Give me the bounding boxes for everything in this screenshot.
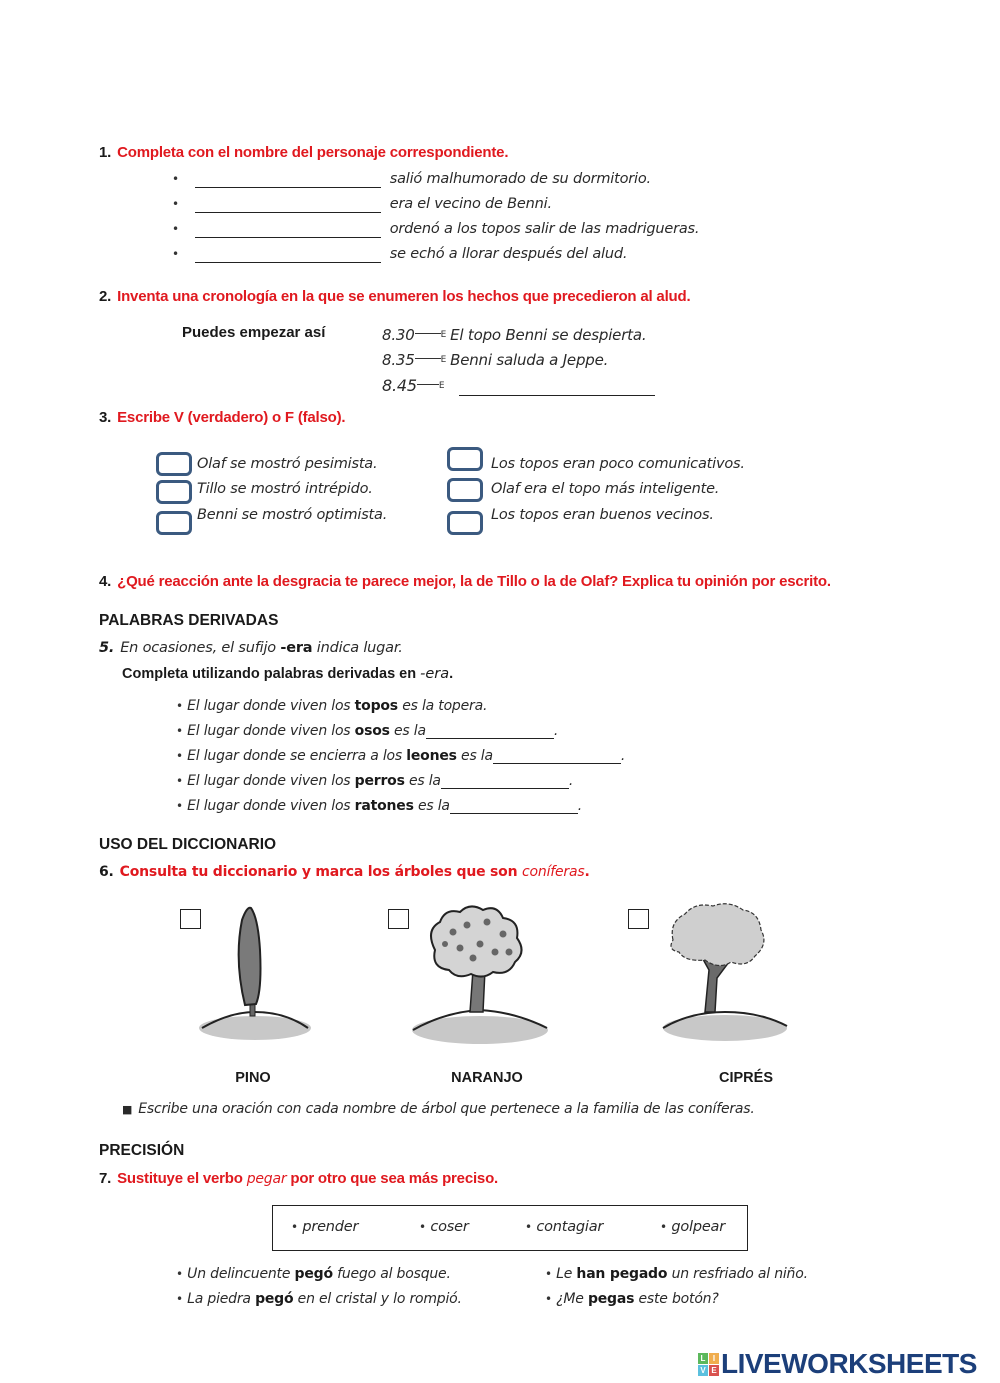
item-bold: topos — [354, 698, 398, 714]
item-post: es la — [413, 798, 450, 814]
q1-item — [172, 220, 699, 245]
q5-instruction — [122, 666, 453, 682]
item-pre: El lugar donde viven los — [187, 698, 355, 714]
q1-title-text: Completa con el nombre del personaje correspondiente. — [117, 144, 509, 161]
logo-tile: L — [698, 1353, 708, 1364]
item-pre: El lugar donde viven los — [187, 723, 355, 739]
q5-intro — [99, 640, 403, 656]
square-bullet-icon: ■ — [122, 1103, 133, 1116]
arrow-head-icon: E — [440, 330, 447, 340]
sentence-bold: pegó — [255, 1291, 294, 1307]
q6-number: 6. — [99, 864, 114, 880]
word: coser — [430, 1219, 469, 1235]
item-bold: perros — [354, 773, 405, 789]
bullet: • — [176, 749, 183, 763]
q2-timeline — [382, 323, 655, 399]
logo-tile: V — [698, 1365, 708, 1376]
sentence-pre: ¿Me — [556, 1291, 588, 1307]
sentence-post: en el cristal y lo rompió. — [293, 1291, 462, 1307]
q2-answer-input[interactable] — [459, 378, 655, 396]
sentence-post: fuego al bosque. — [332, 1266, 451, 1282]
q1-item — [172, 195, 699, 220]
q1-answer-input-4[interactable] — [195, 245, 381, 263]
tree-label-naranjo: NARANJO — [451, 1070, 523, 1086]
q1-item-text: ordenó a los topos salir de las madrigueras. — [389, 221, 700, 237]
q1-title — [99, 144, 508, 161]
arrow-icon — [415, 358, 441, 359]
item-pre: El lugar donde viven los — [187, 773, 355, 789]
q1-answer-input-1[interactable] — [195, 170, 381, 188]
item-post: es la topera. — [397, 698, 488, 714]
timeline-time: 8.30 — [382, 326, 415, 344]
q3-number: 3. — [99, 409, 112, 426]
q7-title-pre: Sustituye el verbo — [117, 1170, 247, 1187]
item-post: es la — [404, 773, 441, 789]
q2-hint: Puedes empezar así — [182, 324, 326, 341]
q7-number: 7. — [99, 1170, 112, 1187]
q5-intro-post: indica lugar. — [312, 640, 403, 656]
vf-statement: Tillo se mostró intrépido. — [197, 481, 373, 497]
orange-tree-illustration — [405, 900, 555, 1050]
liveworksheets-logo — [698, 1348, 977, 1380]
item-post: es la — [389, 723, 426, 739]
vf-statement: Los topos eran buenos vecinos. — [491, 507, 714, 523]
bullet: • — [176, 799, 183, 813]
word-bank-box — [272, 1205, 748, 1251]
timeline-text: El topo Benni se despierta. — [450, 326, 647, 344]
q5-instr-post: . — [449, 666, 454, 682]
q5-number: 5. — [99, 640, 115, 656]
q7-sentence: • La piedra pegó en el cristal y lo rompió. — [176, 1291, 462, 1307]
bullet: • — [172, 222, 179, 236]
timeline-text: Benni saluda a Jeppe. — [450, 351, 609, 369]
vf-answer-box-3[interactable] — [156, 511, 192, 535]
q1-answer-input-3[interactable] — [195, 220, 381, 238]
q5-instr-pre: Completa utilizando palabras derivadas en — [122, 666, 421, 682]
leafy-tree-illustration — [655, 900, 795, 1045]
q3-title-text: Escribe V (verdadero) o F (falso). — [117, 409, 346, 426]
q3-title — [99, 409, 345, 426]
q6-title-it: coníferas — [522, 864, 585, 880]
vf-statement: Olaf era el topo más inteligente. — [491, 481, 720, 497]
section-uso-del-diccionario: USO DEL DICCIONARIO — [99, 836, 277, 853]
q1-item-text: era el vecino de Benni. — [389, 196, 552, 212]
item-bold: leones — [406, 748, 457, 764]
arrow-icon — [415, 333, 441, 334]
bullet: • — [172, 172, 179, 186]
cipres-checkbox[interactable] — [628, 909, 649, 929]
q1-item-text: se echó a llorar después del alud. — [389, 246, 628, 262]
bullet: • — [176, 724, 183, 738]
word-bank-item: • prender — [291, 1219, 359, 1235]
q5-item: • El lugar donde viven los osos es la . — [176, 723, 559, 739]
vf-answer-box-2[interactable] — [156, 480, 192, 504]
sentence-pre: Un delincuente — [187, 1266, 295, 1282]
q5-answer-input-perros[interactable] — [441, 773, 569, 789]
item-pre: El lugar donde se encierra a los — [187, 748, 407, 764]
bullet: • — [176, 774, 183, 788]
sentence-pre: La piedra — [187, 1291, 256, 1307]
q1-number: 1. — [99, 144, 112, 161]
q5-item — [176, 694, 625, 719]
vf-statement: Benni se mostró optimista. — [197, 507, 388, 523]
q2-number: 2. — [99, 288, 112, 305]
arrow-head-icon: E — [440, 355, 447, 365]
word: contagiar — [536, 1219, 604, 1235]
word: golpear — [671, 1219, 725, 1235]
q7-sentence: • Un delincuente pegó fuego al bosque. — [176, 1266, 451, 1282]
q4-title — [99, 573, 831, 590]
logo-tile: E — [709, 1365, 719, 1376]
arrow-head-icon: E — [438, 381, 445, 391]
live-tiles-icon — [698, 1353, 719, 1376]
vf-answer-box-1[interactable] — [156, 452, 192, 476]
sentence-bold: han pegado — [576, 1266, 668, 1282]
q1-list — [172, 170, 699, 270]
q5-item: • El lugar donde se encierra a los leones es la . — [176, 748, 626, 764]
section-precision: PRECISIÓN — [99, 1142, 185, 1159]
q5-intro-bold: -era — [280, 640, 313, 656]
sentence-post: este botón? — [634, 1291, 719, 1307]
q7-left-list — [176, 1262, 462, 1312]
q1-item — [172, 170, 699, 195]
q4-title-text: ¿Qué reacción ante la desgracia te parece mejor, la de Tillo o la de Olaf? Explica tu opinión por escrito. — [117, 573, 831, 590]
tree-label-pino: PINO — [235, 1070, 271, 1086]
item-pre: El lugar donde viven los — [187, 798, 355, 814]
q6-title — [99, 864, 590, 880]
logo-text: LIVEWORKSHEETS — [721, 1348, 977, 1379]
word-bank-item: • golpear — [660, 1219, 725, 1235]
arrow-icon — [417, 384, 439, 385]
timeline-row — [382, 348, 655, 373]
q7-sentence: • Le han pegado un resfriado al niño. — [545, 1266, 808, 1282]
q5-answer-input-ratones[interactable] — [450, 798, 578, 814]
vf-answer-box-4[interactable] — [447, 447, 483, 471]
bullet: • — [172, 247, 179, 261]
timeline-time: 8.35 — [382, 351, 415, 369]
tree-label-cipres: CIPRÉS — [719, 1070, 773, 1086]
sentence-bold: pegó — [294, 1266, 333, 1282]
sentence-bold: pegas — [587, 1291, 635, 1307]
q1-answer-input-2[interactable] — [195, 195, 381, 213]
q7-sentence: • ¿Me pegas este botón? — [545, 1291, 719, 1307]
word-bank-item: • coser — [419, 1219, 469, 1235]
q4-number: 4. — [99, 573, 112, 590]
sentence-pre: Le — [556, 1266, 577, 1282]
timeline-row — [382, 323, 655, 348]
q5-answer-input-osos[interactable] — [426, 723, 554, 739]
q6-title-pre: Consulta tu diccionario y marca los árboles que son — [119, 864, 523, 880]
timeline-time: 8.45 — [382, 376, 417, 395]
vf-answer-box-5[interactable] — [447, 478, 483, 502]
bullet: • — [176, 699, 183, 713]
q6-task-text: Escribe una oración con cada nombre de árbol que pertenece a la familia de las coníferas. — [138, 1101, 755, 1117]
q5-instr-it: -era — [420, 666, 450, 682]
q7-right-list — [545, 1262, 808, 1312]
q5-answer-input-leones[interactable] — [493, 748, 621, 764]
bullet: • — [172, 197, 179, 211]
q6-title-post: . — [584, 864, 590, 880]
q5-item: • El lugar donde viven los ratones es la . — [176, 798, 583, 814]
q5-intro-pre: En ocasiones, el sufijo — [120, 640, 281, 656]
item-bold: osos — [354, 723, 390, 739]
vf-statement: Los topos eran poco comunicativos. — [491, 456, 745, 472]
q6-task — [122, 1101, 755, 1117]
vf-statement: Olaf se mostró pesimista. — [197, 456, 378, 472]
q2-title — [99, 288, 690, 305]
vf-answer-box-6[interactable] — [447, 511, 483, 535]
q7-title-it: pegar — [246, 1171, 287, 1187]
word-bank-item: • contagiar — [525, 1219, 604, 1235]
q1-item-text: salió malhumorado de su dormitorio. — [389, 171, 651, 187]
q1-item — [172, 245, 699, 270]
cypress-tree-illustration — [190, 900, 320, 1045]
logo-tile: I — [709, 1353, 719, 1364]
word: prender — [302, 1219, 359, 1235]
item-bold: ratones — [354, 798, 414, 814]
q7-title-post: por otro que sea más preciso. — [286, 1170, 499, 1187]
q2-title-text: Inventa una cronología en la que se enumeren los hechos que precedieron al alud. — [117, 288, 691, 305]
q5-list — [176, 694, 625, 819]
q7-title — [99, 1170, 498, 1187]
item-post: es la — [456, 748, 493, 764]
sentence-post: un resfriado al niño. — [667, 1266, 808, 1282]
section-palabras-derivadas: PALABRAS DERIVADAS — [99, 612, 279, 629]
timeline-row — [382, 373, 655, 399]
q5-item: • El lugar donde viven los perros es la . — [176, 773, 574, 789]
